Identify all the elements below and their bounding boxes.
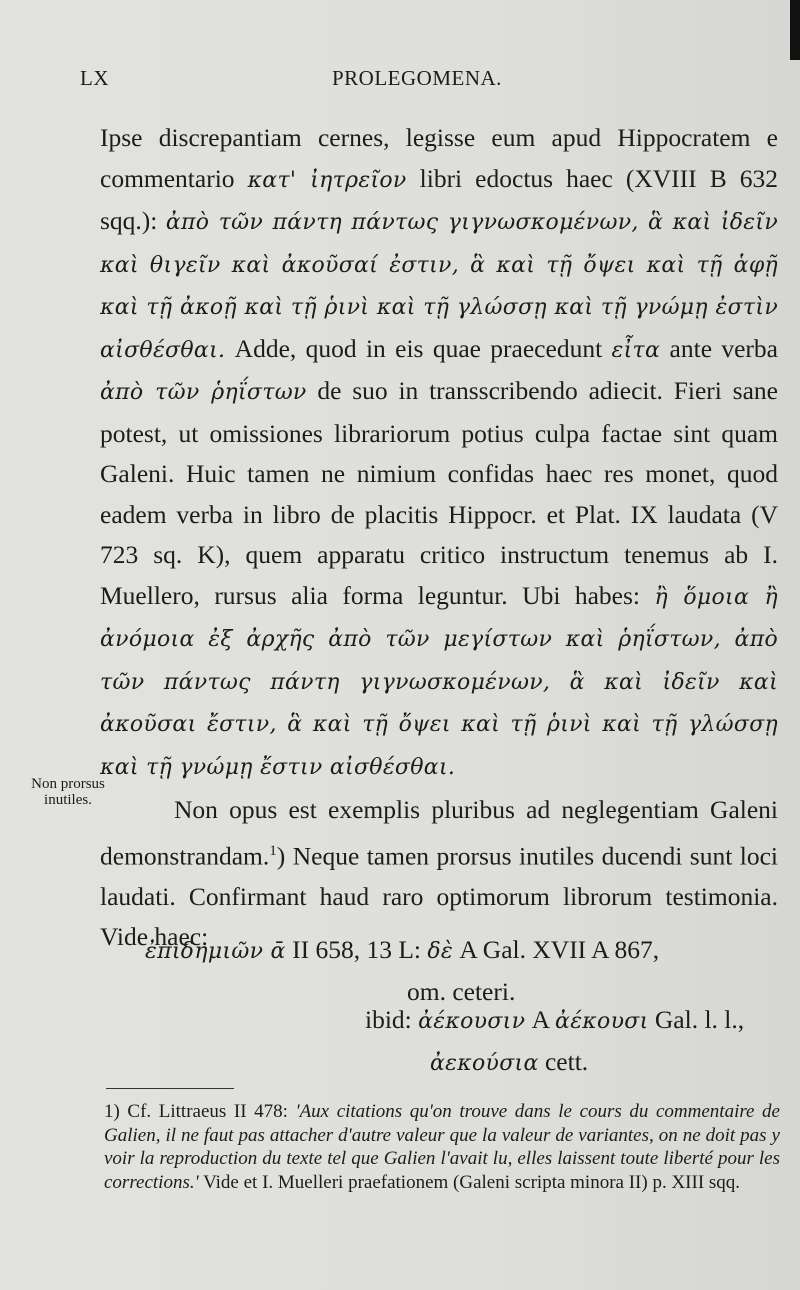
running-title: PROLEGOMENA. (332, 66, 502, 90)
footnote (104, 1100, 780, 1194)
text-run: Adde, quod in eis quae praecedunt (225, 333, 612, 363)
variant-text: A Gal. XVII A 867, (453, 935, 660, 964)
variant-continuation: om. ceteri. (407, 977, 516, 1006)
footnote-lead: 1) Cf. Littraeus II 478: (104, 1101, 296, 1122)
greek-word: ἀέκουσι (555, 1009, 649, 1034)
variant-text: cett. (538, 1047, 589, 1076)
greek-quote: ἀπὸ τῶν ῥηΐστων (100, 380, 307, 405)
greek-quote: ἀπὸ τῶν πάντη πάντως γιγνωσκομένων, ἃ καὶ ἰδεῖν καὶ θιγεῖν καὶ ἀκοῦσαί ἐστιν, ἃ καὶ τῇ ὄψει καὶ τῇ ἁφῇ καὶ τῇ ἀκοῇ καὶ τῇ ῥινὶ καὶ τῇ γλώσσῃ καὶ τῇ γνώμῃ ἐστὶν αἰσθέσθαι. (100, 210, 778, 363)
running-header (80, 66, 720, 96)
text-run: libri edoctus haec (XVIII B 632 sqq.): (100, 163, 778, 235)
footnote-ref: 1 (269, 842, 277, 859)
margin-note: Non prorsus inutiles. (31, 776, 105, 808)
greek-quote: κατ' ἰητρεῖον (247, 167, 407, 193)
greek-lemma: ἐπιδημιῶν ᾱ (145, 939, 286, 964)
footnote-text (104, 1100, 780, 1194)
variant-text: A (525, 1005, 556, 1034)
footnote-rule (106, 1088, 234, 1089)
text-run: ante verba (660, 333, 778, 363)
page-number: LX (80, 66, 109, 90)
greek-word: ἀέκουσιν (418, 1009, 526, 1034)
variant-text: Gal. l. l., (648, 1005, 745, 1034)
footnote-quote: 'Aux citations qu'on trouve dans le cours du commentaire de Galien, il ne faut pas attacher d'autre valeur que la valeur de variantes, on ne doit pas y voir la reproduction du texte tel que Galien l'avait lu, elles laissent toute liberté pour les corrections.' (104, 1101, 780, 1193)
variant-continuation (365, 1042, 795, 1084)
paragraph-1 (100, 118, 778, 788)
variant-entry-2 (365, 1000, 795, 1084)
text-run: Ipse discrepantiam cernes, legisse eum apud Hippocratem e commentario (100, 123, 778, 193)
text-run: Non opus est exemplis pluribus ad neglegentiam Galeni demonstrandam. (100, 795, 778, 870)
greek-quote: εἶτα (611, 337, 661, 363)
greek-quote: ἢ ὅμοια ἢ ἀνόμοια ἐξ ἀρχῆς ἀπὸ τῶν μεγίστων καὶ ῥηΐστων, ἀπὸ τῶν πάντως πάντη γιγνωσκομένων, ἃ καὶ ἰδεῖν καὶ ἀκοῦσαι ἔστιν, ἃ καὶ τῇ ὄψει καὶ τῇ ῥινὶ καὶ τῇ γλώσσῃ καὶ τῇ γνώμῃ ἔστιν αἰσθέσθαι. (100, 584, 778, 780)
text-run: de suo in transscribendo adiecit. Fieri sane potest, ut omissiones librariorum potius culpa factae sint quam Galeni. Huic tamen ne nimium confidas haec res monet, quod eadem verba in libro de placitis Hippocr. et Plat. IX laudata (V 723 sq. K), quem apparatu critico instructum tenemus ab I. Muellero, rursus alia forma leguntur. Ubi habes: (100, 376, 778, 610)
text-run: ) Neque tamen prorsus inutiles ducendi sunt loci laudati. Confirmant haud raro optimorum librorum testimonia. Vide haec: (100, 841, 778, 951)
variant-text: II 658, 13 L: (285, 935, 428, 964)
variant-label: ibid: (365, 1005, 419, 1034)
greek-word: δὲ (427, 939, 454, 964)
footnote-tail: Vide et I. Muelleri praefationem (Galeni scripta minora II) p. XIII sqq. (198, 1171, 741, 1193)
greek-word: ἀεκούσια (430, 1051, 539, 1076)
scan-edge (790, 0, 800, 60)
main-text (100, 118, 778, 958)
